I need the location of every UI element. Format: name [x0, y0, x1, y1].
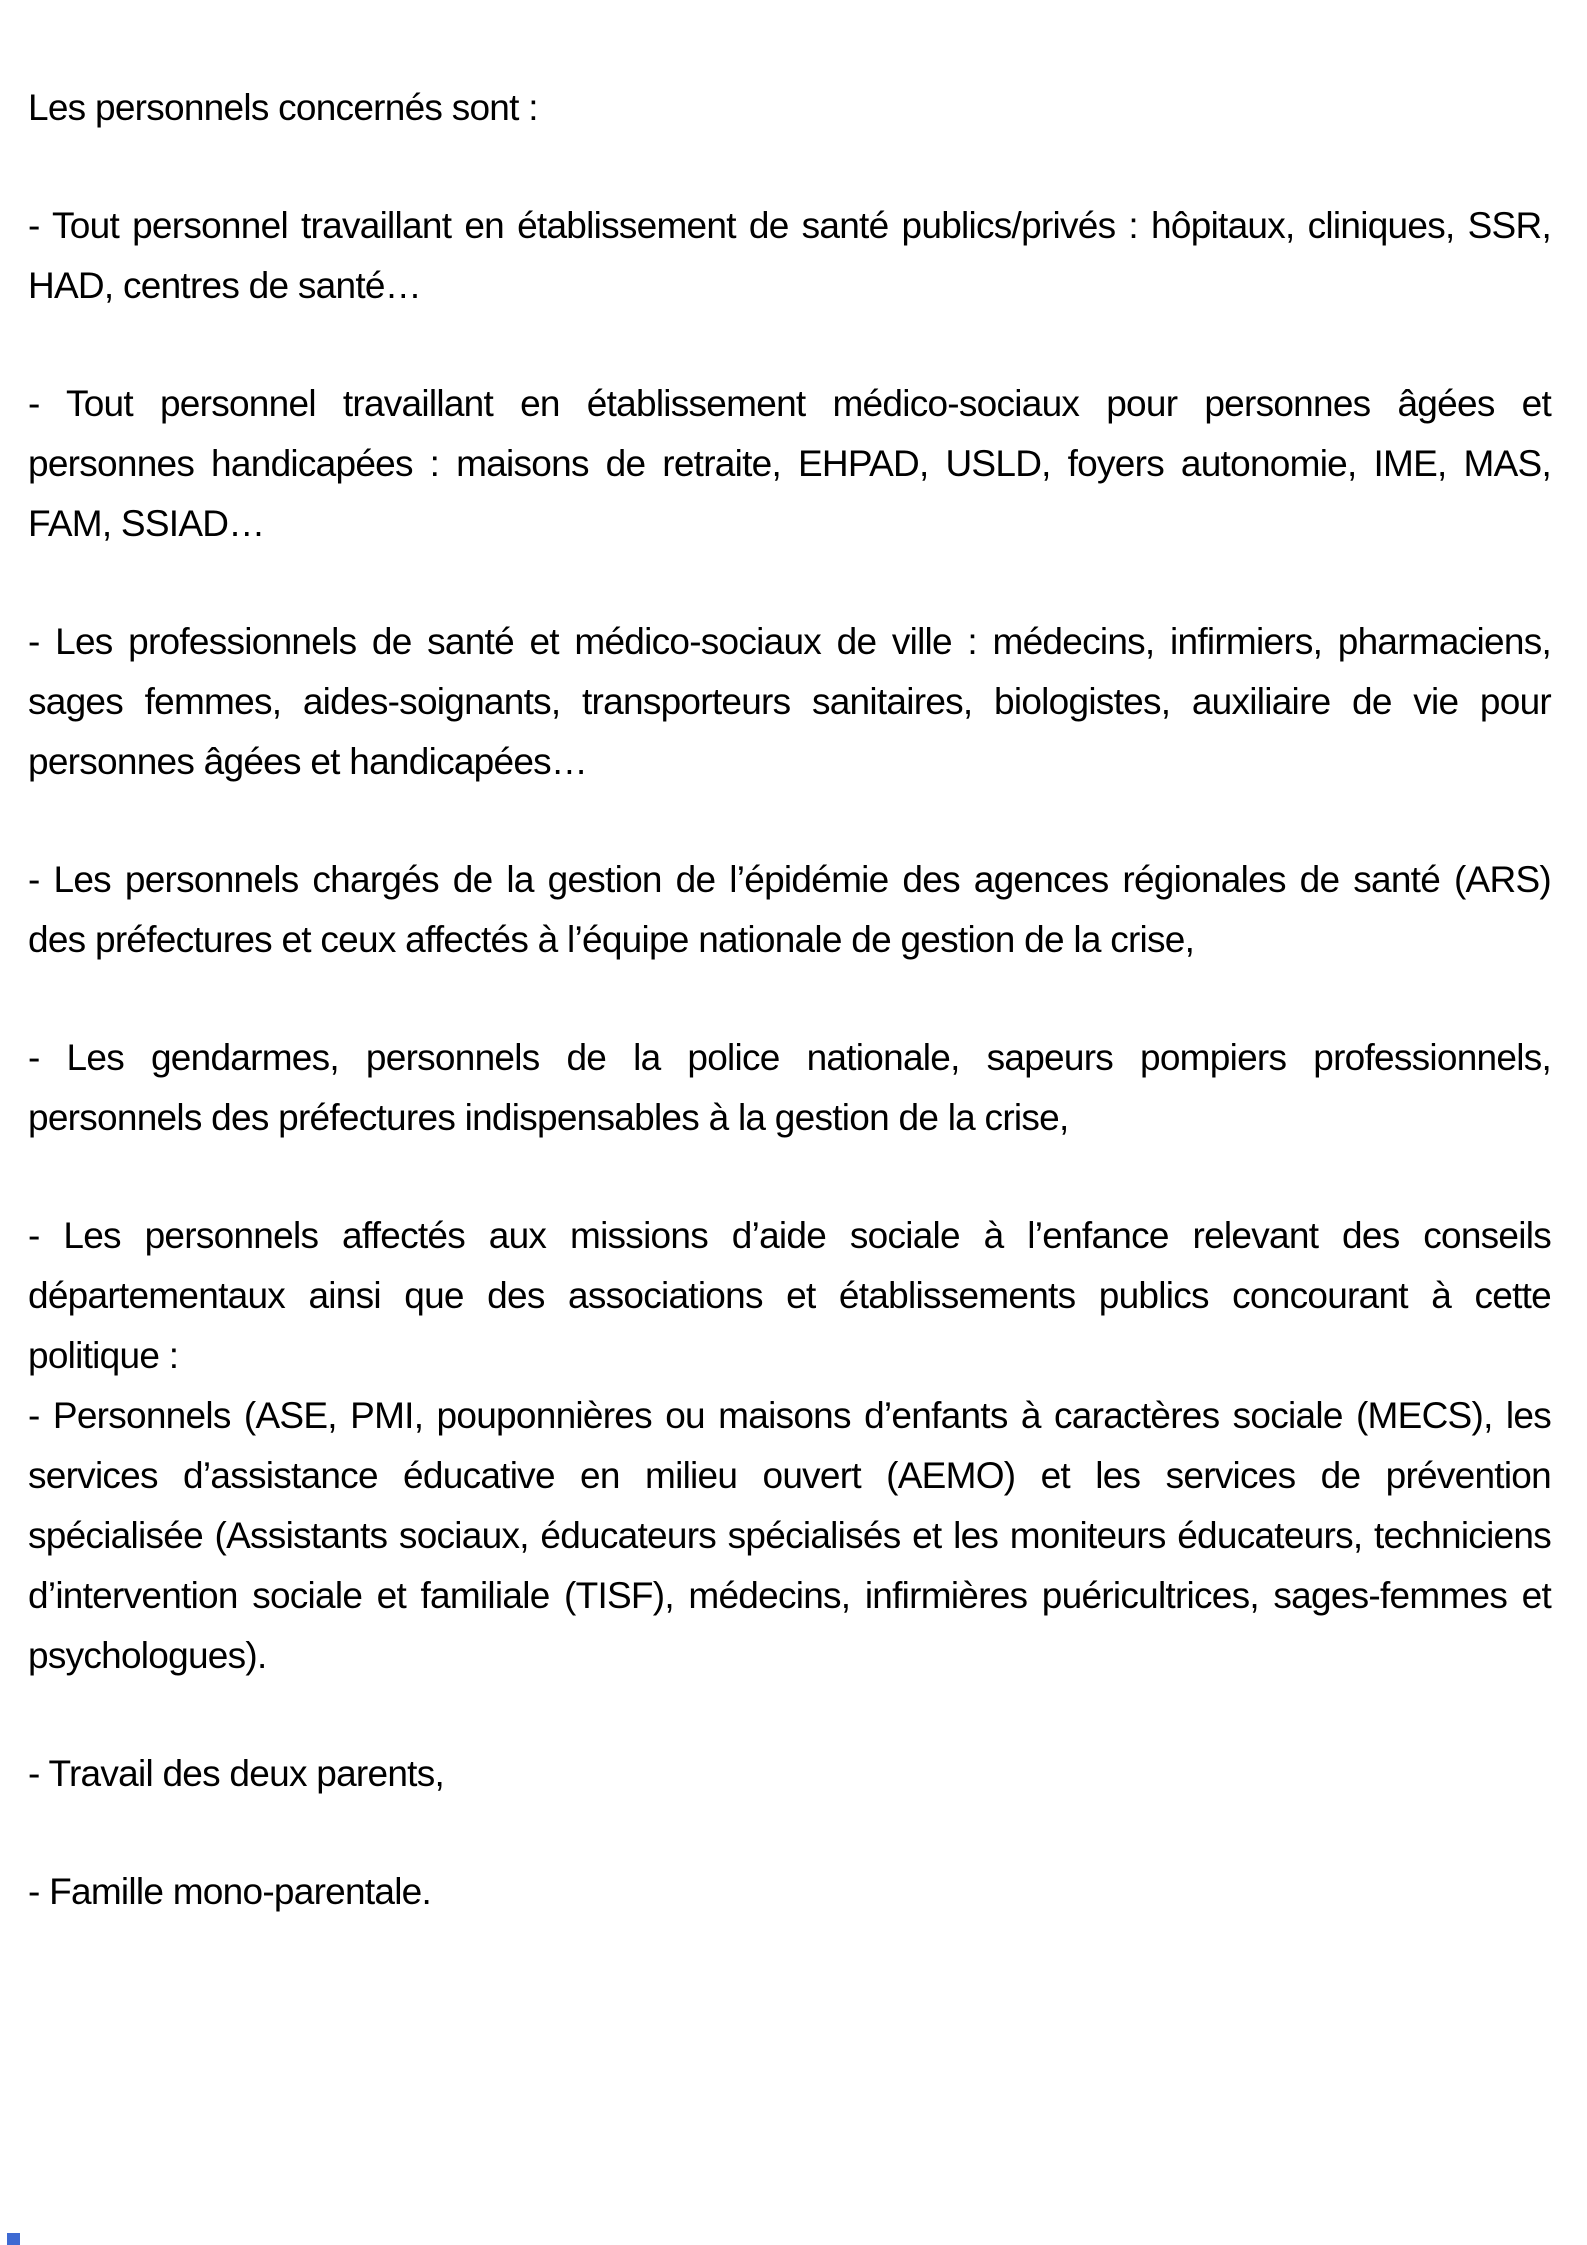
intro-text: Les personnels concernés sont :	[28, 87, 538, 128]
paragraph: - Les personnels chargés de la gestion de l’épidémie des agences régionales de santé (ARS) des préfectures et ceux affectés à l’équipe nationale de gestion de la crise,	[28, 859, 1551, 960]
paragraph: - Tout personnel travaillant en établissement médico-sociaux pour personnes âgées et personnes handicapées : maisons de retraite, EHPAD, USLD, foyers autonomie, IME, MAS, FAM, SSIAD…	[28, 383, 1551, 544]
paragraph: - Les gendarmes, personnels de la police nationale, sapeurs pompiers professionnels, personnels des préfectures indispensables à la gestion de la crise,	[28, 1037, 1551, 1138]
paragraph-block	[28, 196, 1551, 316]
paragraph-block	[28, 1744, 1551, 1804]
paragraph-block	[28, 1862, 1551, 1922]
paragraph-block	[28, 374, 1551, 554]
footer-accent-mark	[7, 2233, 20, 2245]
paragraph: - Tout personnel travaillant en établissement de santé publics/privés : hôpitaux, cliniques, SSR, HAD, centres de santé…	[28, 205, 1551, 306]
paragraph: - Famille mono-parentale.	[28, 1871, 432, 1912]
paragraph: - Les personnels affectés aux missions d’aide sociale à l’enfance relevant des conseils départementaux ainsi que des associations et établissements publics concourant à cette politique :	[28, 1215, 1551, 1376]
paragraph-block	[28, 850, 1551, 970]
paragraph-block	[28, 1028, 1551, 1148]
paragraph: - Travail des deux parents,	[28, 1753, 445, 1794]
paragraph: - Personnels (ASE, PMI, pouponnières ou maisons d’enfants à caractères sociale (MECS), les services d’assistance éducative en milieu ouvert (AEMO) et les services de prévention spécialisée (Assistants sociaux, éducateurs spécialisés et les moniteurs éducateurs, techniciens d’intervention sociale et familiale (TISF), médecins, infirmières puéricultrices, sages-femmes et psychologues).	[28, 1395, 1551, 1676]
paragraph-block	[28, 1206, 1551, 1686]
intro-block	[28, 78, 1551, 138]
paragraph: - Les professionnels de santé et médico-sociaux de ville : médecins, infirmiers, pharmaciens, sages femmes, aides-soignants, transporteurs sanitaires, biologistes, auxiliaire de vie pour personnes âgées et handicapées…	[28, 621, 1551, 782]
paragraph-block	[28, 612, 1551, 792]
